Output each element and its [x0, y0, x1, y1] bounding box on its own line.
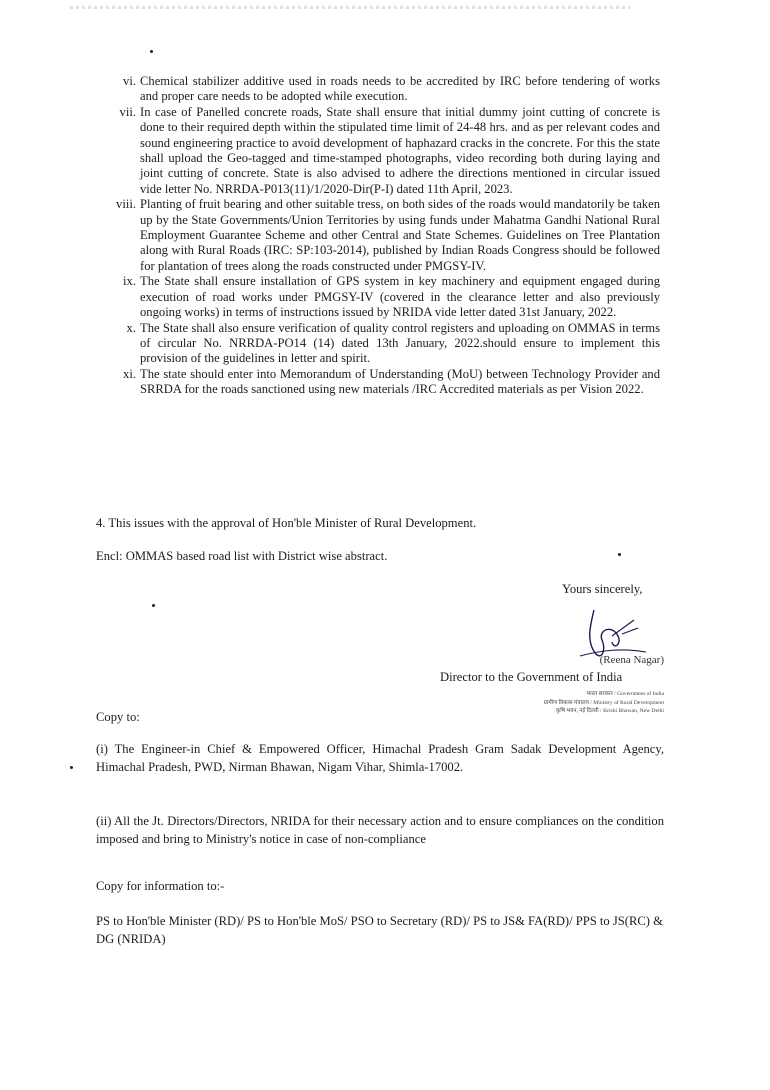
- office-stamp: [488, 690, 664, 716]
- condition-item: [100, 274, 660, 320]
- copy-to-item: (ii) All the Jt. Directors/Directors, NRIDA for their necessary action and to ensure compliances on the condition imposed and bring to Ministry's notice in case of non-compliance: [96, 814, 664, 846]
- scan-speck: [70, 766, 73, 769]
- condition-text: The State shall also ensure verification of quality control registers and uploading on OMMAS in terms of circular No. NRRDA-PO14 (14) dated 13th January, 2022.should ensure to implement this provision of the guidelines in letter and spirit.: [140, 320, 660, 366]
- scan-edge-artifact: [70, 6, 630, 9]
- copy-to-heading: Copy to:: [96, 710, 140, 724]
- condition-item: [100, 74, 660, 105]
- condition-number: viii.: [116, 197, 136, 212]
- stamp-line: ग्रामीण विकास मंत्रालय / Ministry of Rural Development: [543, 699, 664, 706]
- condition-number: vii.: [119, 104, 136, 119]
- stamp-line: कृषि भवन, नई दिल्ली / Krishi Bhawan, New Delhi: [555, 708, 664, 715]
- conditions-list: [100, 74, 660, 398]
- closing-salutation: Yours sincerely,: [562, 582, 643, 596]
- condition-item: [100, 367, 660, 398]
- copy-to-item: (i) The Engineer-in Chief & Empowered Officer, Himachal Pradesh Gram Sadak Development Agency, Himachal Pradesh, PWD, Nirman Bhawan, Nigam Vihar, Shimla-17002.: [96, 742, 664, 774]
- condition-number: xi.: [123, 366, 136, 381]
- stamp-line: भारत सरकार / Government of India: [586, 691, 664, 697]
- condition-text: The State shall ensure installation of GPS system in key machinery and equipment engaged during execution of road works under PMGSY-IV (covered in the clearance letter and also previously ongoing works) in terms of instructions issued by NRIDA vide letter dated 31st January, 2022.: [140, 274, 660, 320]
- signatory-name: (Reena Nagar): [599, 654, 664, 666]
- condition-item: [100, 197, 660, 274]
- condition-number: ix.: [123, 274, 136, 289]
- condition-item: [100, 321, 660, 367]
- signatory-title: Director to the Government of India: [440, 670, 623, 684]
- paragraph-4: 4. This issues with the approval of Hon'ble Minister of Rural Development.: [96, 516, 477, 530]
- condition-text: Planting of fruit bearing and other suitable tress, on both sides of the roads would mandatorily be taken up by the State Governments/Union Territories by using funds under Mahatma Gandhi National Rural Employment Guarantee Scheme and other Central and State Schemes. Guidelines on Tree Plantation along with Rural Roads (IRC: SP:103-2014), published by Indian Roads Congress should be followed for plantation of trees along the roads constructed under PMGSY-IV.: [140, 197, 660, 273]
- enclosure-line: Encl: OMMAS based road list with District wise abstract.: [96, 549, 388, 563]
- condition-item: [100, 105, 660, 197]
- condition-number: vi.: [123, 74, 136, 88]
- condition-text: In case of Panelled concrete roads, State shall ensure that initial dummy joint cutting of concrete is done to their required depth within the stipulated time limit of 24-48 hrs. and as per relevant codes and sound engineering practice to avoid development of haphazard cracks in the concrete. For this the state shall upload the Geo-tagged and time-stamped photographs, video recording both during laying and joint cutting of concrete. State is also advised to adhere the directions mentioned in circular issued vide letter No. NRRDA-P013(11)/1/2020-Dir(P-I) dated 11th April, 2023.: [140, 104, 660, 196]
- condition-number: x.: [126, 320, 136, 335]
- condition-text: The state should enter into Memorandum of Understanding (MoU) between Technology Provider and SRRDA for the roads sanctioned using new materials /IRC Accredited materials as per Vision 2022.: [140, 366, 660, 397]
- scan-speck: [152, 604, 155, 607]
- scan-speck: [150, 50, 153, 53]
- copy-info-text: PS to Hon'ble Minister (RD)/ PS to Hon'ble MoS/ PSO to Secretary (RD)/ PS to JS& FA(RD)/ PPS to JS(RC) & DG (NRIDA): [96, 914, 663, 946]
- condition-text: Chemical stabilizer additive used in roads needs to be accredited by IRC before tendering of works and proper care needs to be adopted while execution.: [140, 74, 660, 104]
- copy-info-heading: Copy for information to:-: [96, 879, 225, 893]
